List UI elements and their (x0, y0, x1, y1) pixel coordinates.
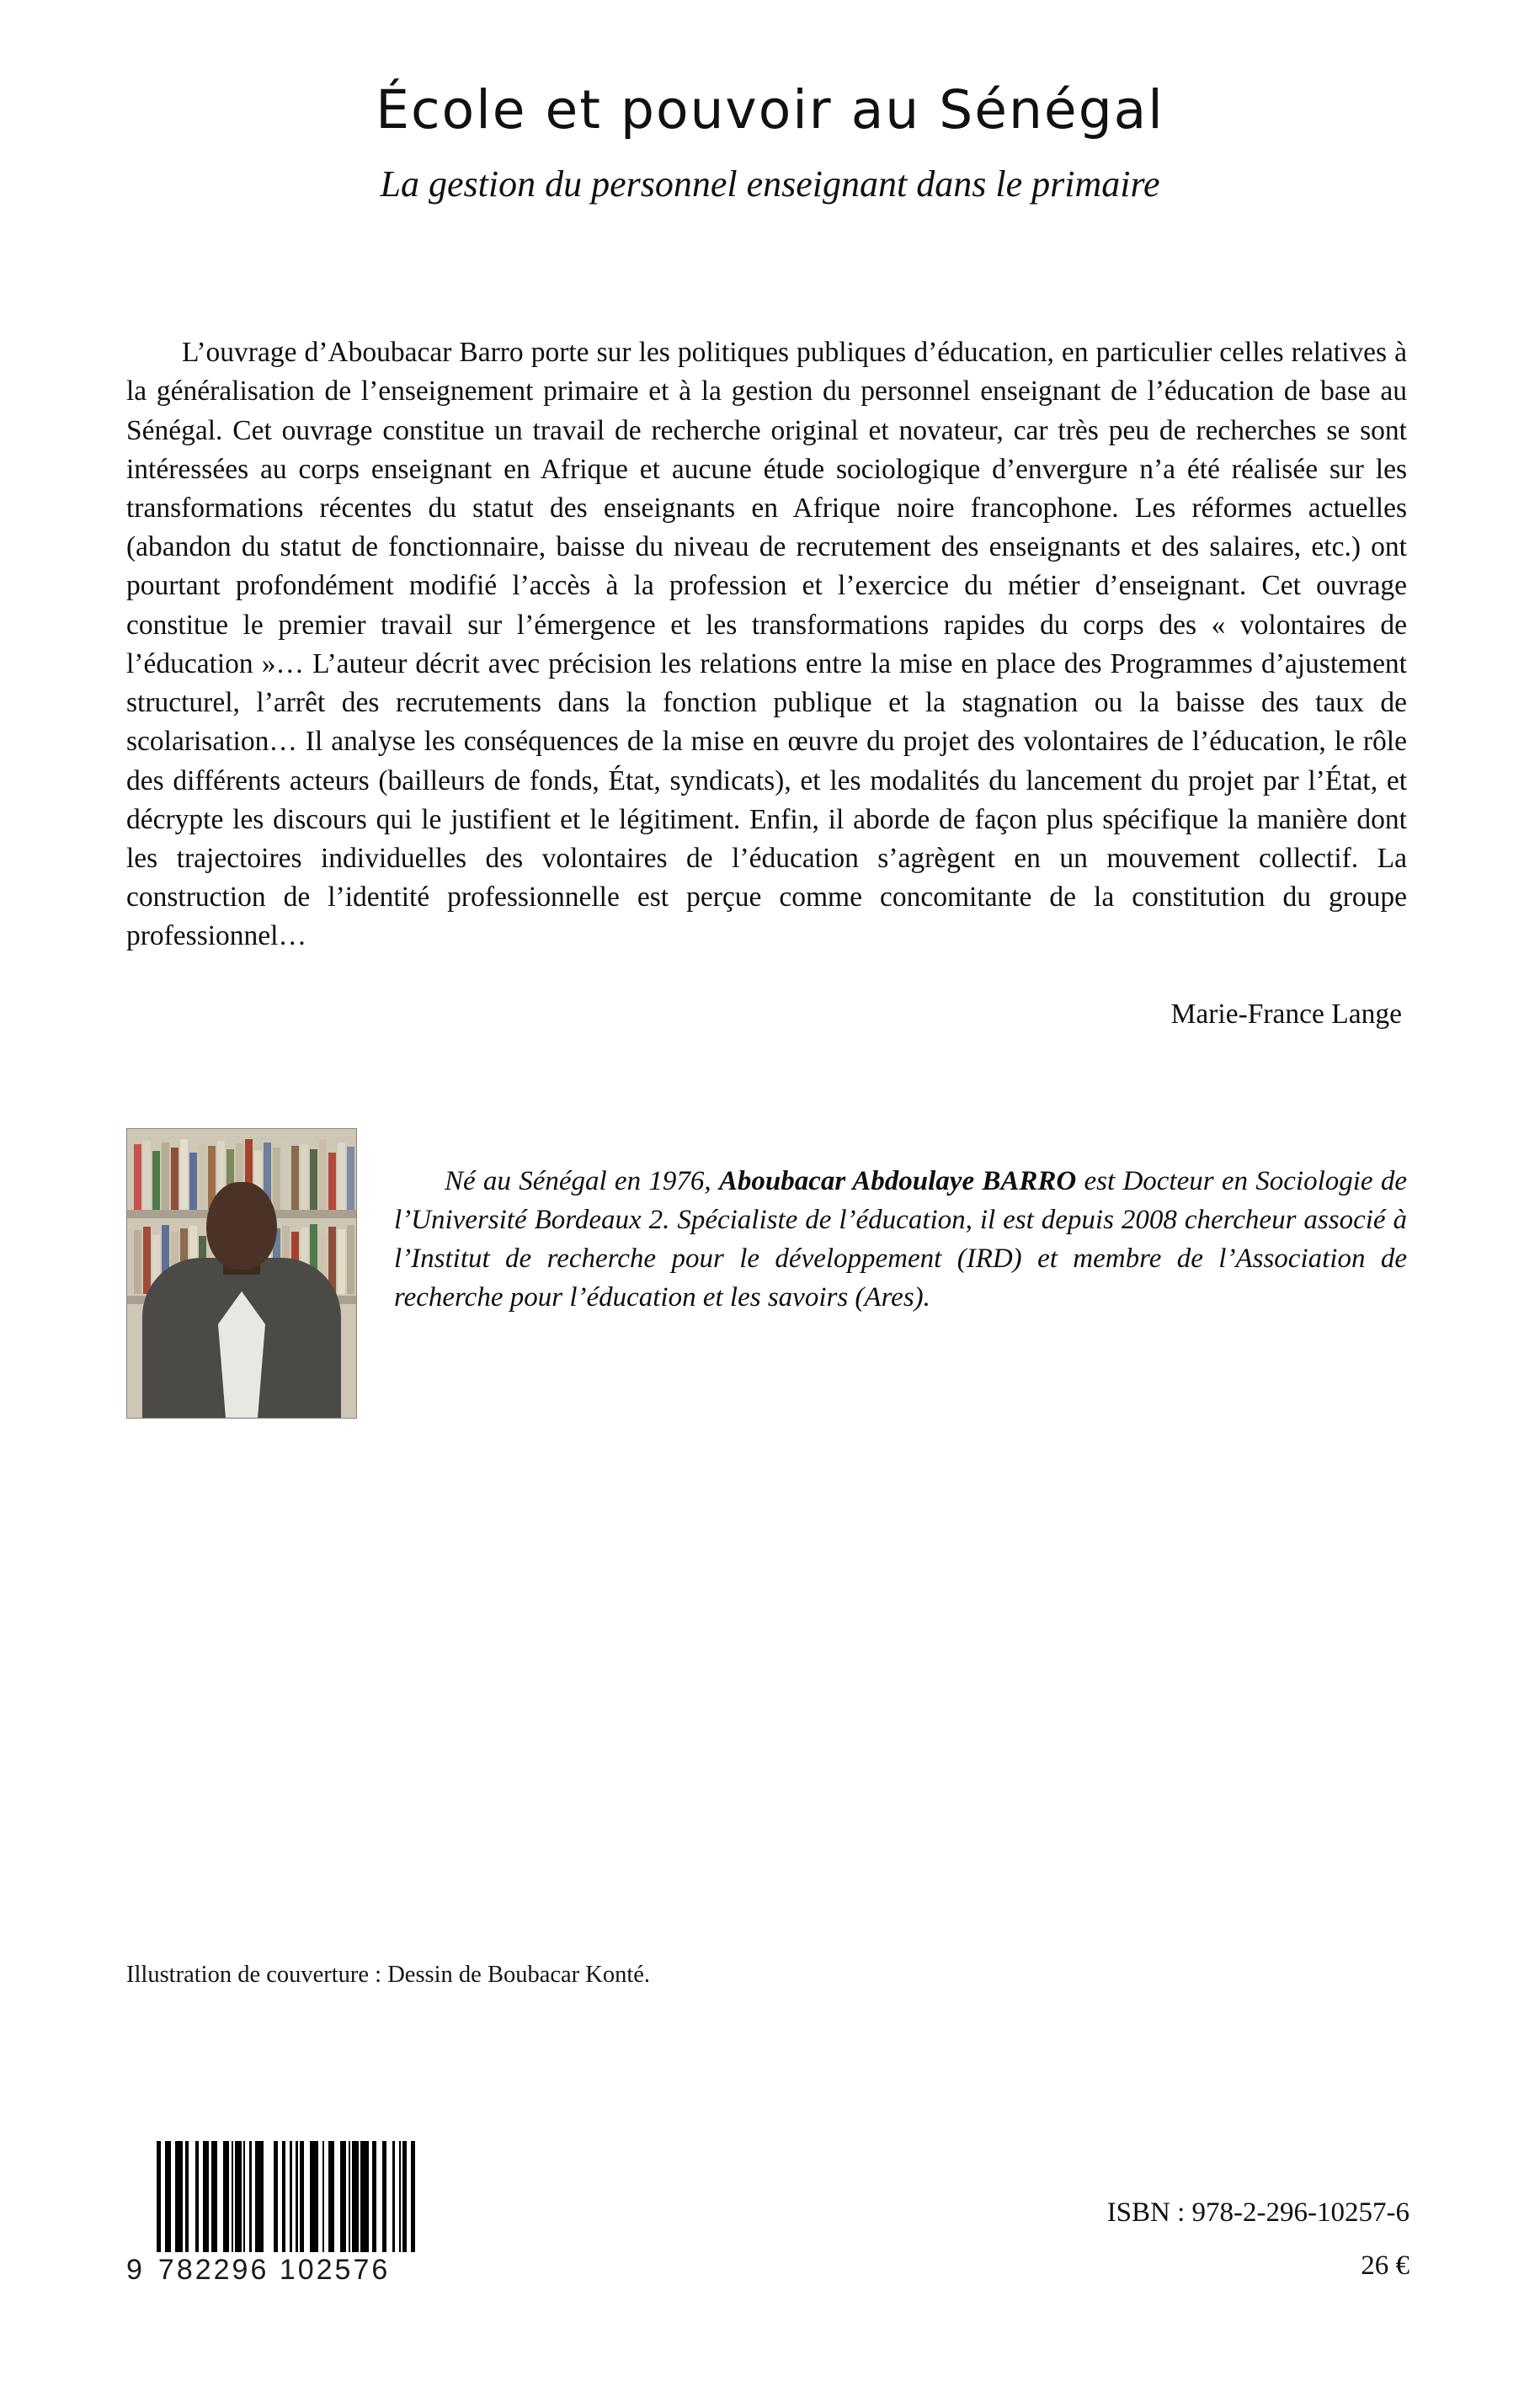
isbn-block (1107, 2197, 1409, 2282)
barcode-number: 782296 102576 (157, 2254, 391, 2286)
page-subtitle: La gestion du personnel enseignant dans le primaire (380, 163, 1160, 205)
barcode-lead-digit: 9 (126, 2254, 145, 2286)
barcode-digits (126, 2254, 488, 2287)
isbn-text: ISBN : 978-2-296-10257-6 (1106, 2197, 1409, 2228)
bio-author-name: Aboubacar Abdoulaye BARRO (718, 1165, 1077, 1196)
blurb-text: L’ouvrage d’Aboubacar Barro porte sur les politiques publiques d’éducation, en particulier celles relatives à la généralisation de l’enseignement primaire et à la gestion du personnel enseignant de l’éducation de base au Sénégal. Cet ouvrage constitue un travail de recherche original et novateur, car très peu de recherches se sont intéressées au corps enseignant en Afrique et aucune étude sociologique d’envergure n’a été réalisée sur les transformations récentes du statut des enseignants en Afrique noire francophone. Les réformes actuelles (abandon du statut de fonctionnaire, baisse du niveau de recrutement des enseignants et des salaires, etc.) ont pourtant profondément modifié l’accès à la profession et l’exercice du métier d’enseignant. Cet ouvrage constitue le premier travail sur l’émergence et les transformations rapides du corps des « volontaires de l’éducation »… L’auteur décrit avec précision les relations entre la mise en place des Programmes d’ajustement structurel, l’arrêt des recrutements dans la fonction publique et la stagnation ou la baisse des taux de scolarisation… Il analyse les conséquences de la mise en œuvre du projet des volontaires de l’éducation, le rôle des différents acteurs (bailleurs de fonds, État, syndicats), et les modalités du lancement du projet par l’État, et décrypte les discours qui le justifient et le légitiment. Enfin, il aborde de façon plus spécifique la manière dont les trajectoires individuelles des volontaires de l’éducation s’agrègent en un mouvement collectif. La construction de l’identité professionnelle est perçue comme concomitante de la constitution du groupe professionnel… (126, 337, 1407, 952)
page-title: École et pouvoir au Sénégal (376, 79, 1164, 141)
blurb-signature: Marie-France Lange (1170, 998, 1402, 1030)
blurb-section (126, 333, 1407, 1034)
bio-part-1: Né au Sénégal en 1976, (445, 1165, 719, 1196)
price-text: 26 € (1361, 2250, 1409, 2281)
barcode (126, 2141, 488, 2287)
barcode-bars (157, 2141, 485, 2252)
bio-part-2: est Docteur en Sociologie de l’Université Bordeaux 2. Spécialiste de l’éducation, il est depuis 2008 chercheur associé à l’Institut de recherche pour le développement (IRD) et membre de l’Association de recherche pour l’éducation et les savoirs (Ares). (394, 1165, 1407, 1313)
title-block (0, 81, 1540, 207)
author-bio-text (394, 1128, 1407, 1318)
author-photo (126, 1128, 357, 1419)
author-bio-row (126, 1128, 1407, 1419)
cover-footer (0, 2110, 1540, 2287)
illustration-credit: Illustration de couverture : Dessin de Boubacar Konté. (126, 1962, 651, 1988)
